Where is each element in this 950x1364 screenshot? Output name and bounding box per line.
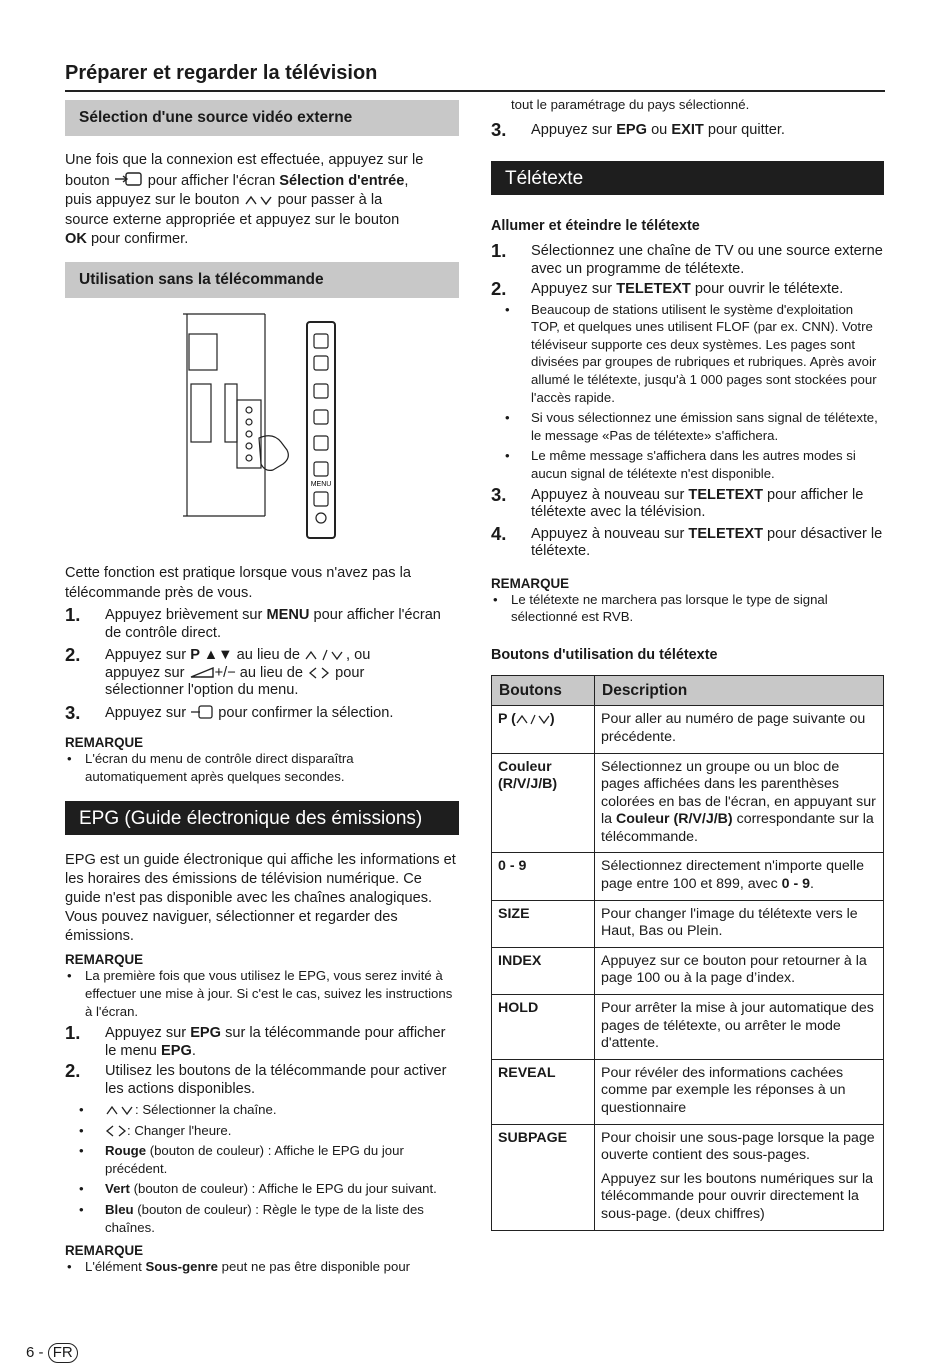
remark-text: peut ne pas être disponible pour [217, 1259, 411, 1275]
epg-action-green [65, 1180, 459, 1198]
desc-hold: Pour arrêter la mise à jour automatique des pages de télétexte, ou arrêter le mode d'attente. [595, 995, 884, 1060]
bullet-text: (bouton de couleur) : Règle le type de la liste des chaînes. [105, 1202, 424, 1235]
desc-size: Pour changer l'image du télétexte vers le Haut, Bas ou Plein. [595, 900, 884, 947]
step-text: pour confirmer la sélection. [218, 704, 394, 721]
remark-text: La première fois que vous utilisez le EPG, vous serez invité à effectuer une mise à jour. Si c'est le cas, suivez les instructions à l'écran. [85, 968, 453, 1019]
panel-menu-label: MENU [310, 480, 332, 488]
menu-key: MENU [266, 607, 310, 624]
step-text: pour afficher l'écran de contrôle direct. [105, 607, 441, 641]
volume-icon [189, 666, 215, 679]
bullet-dot: • [67, 1259, 72, 1275]
desc-index: Appuyez sur ce bouton pour retourner à la page 100 ou à la page d’index. [595, 947, 884, 994]
epg-steps [65, 1022, 459, 1098]
source-text: pour afficher l'écran [147, 172, 276, 189]
table-row [492, 995, 884, 1060]
source-line-1: Une fois que la connexion est effectuée, appuyez sur le [65, 152, 424, 168]
source-screen-name: Sélection d'entrée [279, 172, 405, 189]
desc-reveal: Pour révéler des informations cachées comme par exemple les réponses à un questionnaire [595, 1059, 884, 1124]
source-line-5 [65, 230, 459, 250]
step-text: Appuyez à nouveau sur [531, 486, 689, 503]
desc-digits [595, 853, 884, 900]
key-text: P ( [498, 711, 516, 728]
table-row [492, 900, 884, 947]
source-line-2 [65, 171, 459, 192]
bullet-dot: • [505, 410, 510, 426]
bullet-text: Si vous sélectionnez une émission sans signal de télétexte, le message «Pas de télétexte» s'affichera. [531, 410, 878, 443]
step-number: 4. [491, 522, 507, 544]
step-text: Utilisez les boutons de la télécommande pour activer les actions disponibles. [105, 1063, 447, 1097]
step-text: au lieu de [232, 647, 300, 664]
teletext-steps-2 [491, 483, 884, 561]
p-updown-key: P ▲▼ [190, 647, 233, 664]
desc-text: correspondante sur la télécommande. [601, 811, 874, 845]
desc-subpage [595, 1124, 884, 1230]
epg-remark2-title: REMARQUE [65, 1243, 144, 1259]
bullet-text: (bouton de couleur) : Affiche le EPG du jour suivant. [129, 1181, 437, 1197]
noremote-remark [65, 750, 459, 785]
bullet-dot: • [67, 751, 72, 767]
epg-key: EPG [160, 1042, 192, 1059]
table-header-row [492, 675, 884, 706]
step-text: pour [335, 664, 365, 681]
step-text: pour quitter. [703, 121, 785, 138]
title-rule [65, 90, 885, 92]
key-index: INDEX [492, 947, 595, 994]
epg-step-1 [65, 1022, 459, 1060]
bullet-text: Le même message s'affichera dans les autres modes si aucun signal de télétexte n'est disponible. [531, 448, 856, 481]
teletext-step-3 [491, 483, 884, 522]
tv-side-panel-illustration [65, 310, 459, 550]
bullet-text: (bouton de couleur) : Affiche le EPG du jour précédent. [105, 1143, 404, 1176]
step-text: pour ouvrir le télétexte. [690, 281, 844, 298]
step-text: Appuyez sur [105, 647, 191, 664]
step-text: Appuyez brièvement sur [105, 607, 267, 624]
digits-key: 0 - 9 [781, 876, 811, 893]
subgenre-term: Sous-genre [145, 1259, 218, 1275]
key-hold: HOLD [492, 995, 595, 1060]
exit-key: EXIT [671, 121, 704, 138]
noremote-remark-title: REMARQUE [65, 735, 144, 751]
epg-action-time [65, 1122, 459, 1140]
color-key: Couleur (R/V/J/B) [615, 811, 733, 828]
language-badge: FR [48, 1343, 78, 1363]
step-number: 1. [65, 604, 81, 626]
step-number: 3. [65, 701, 81, 723]
continued-text: tout le paramétrage du pays sélectionné. [511, 97, 750, 112]
teletext-key: TELETEXT [688, 486, 763, 503]
epg-action-channel [65, 1101, 459, 1119]
source-text: bouton [65, 172, 110, 189]
source-line-4: source externe appropriée et appuyez sur le bouton [65, 211, 400, 228]
key-p [492, 706, 595, 753]
step-text: appuyez sur [105, 664, 185, 681]
bullet-dot: • [79, 1181, 84, 1197]
step-text: ou [647, 121, 672, 138]
noremote-steps [65, 604, 459, 723]
bullet-text: Beaucoup de stations utilisent le système d'exploitation TOP, et quelques unes utilisent FLOF (par ex. CNN). Votre téléviseur supporte ces deux systèmes. Les pages sont divisées par groupes de rubriques et rubriques. Après avoir allumé le télétexte, jusqu'à 1 000 pages sont stockées pour l'accès rapide. [531, 301, 877, 405]
epg-remark [65, 967, 459, 1020]
step-number: 3. [491, 483, 507, 505]
noremote-step-3 [65, 701, 459, 723]
epg-remark-title: REMARQUE [65, 952, 144, 968]
input-source-icon [190, 705, 214, 719]
teletext-steps [491, 240, 884, 300]
step-text: Appuyez sur [105, 704, 187, 721]
source-text: puis appuyez sur le bouton [65, 192, 240, 209]
source-text: , [404, 172, 409, 189]
noremote-intro: Cette fonction est pratique lorsque vous n'avez pas la télécommande près de vous. [65, 564, 411, 601]
teletext-step-2 [491, 278, 884, 300]
header-buttons: Boutons [492, 675, 595, 706]
teletext-remark-title: REMARQUE [491, 575, 570, 591]
epg-heading: EPG (Guide électronique des émissions) [65, 801, 459, 835]
bullet-dot: • [493, 591, 498, 607]
table-row [492, 1059, 884, 1124]
epg-exit-steps [491, 118, 884, 140]
table-row [492, 753, 884, 853]
up-slash-down-icon [304, 649, 346, 661]
step-number: 2. [65, 1060, 81, 1082]
page-number: 6 - [26, 1344, 44, 1361]
table-row [492, 706, 884, 753]
bullet-text: : Sélectionner la chaîne. [135, 1102, 277, 1118]
step-text: Appuyez sur [531, 121, 617, 138]
desc-text: Sélectionnez un groupe ou un bloc de pages affichées dans les parenthèses colorées en bas de l'écran, en appuyant sur la [601, 758, 876, 828]
bullet-dot: • [505, 301, 510, 317]
up-down-arrows-icon [244, 194, 274, 206]
key-reveal: REVEAL [492, 1059, 595, 1124]
step-text: sélectionner l'option du menu. [105, 682, 299, 699]
epg-key: EPG [616, 121, 648, 138]
ok-key: OK [65, 231, 87, 248]
bullet-dot: • [79, 1143, 84, 1159]
bullet-text: : Changer l'heure. [127, 1122, 232, 1138]
table-row [492, 853, 884, 900]
desc-text: Appuyez sur les boutons numériques sur la télécommande pour ouvrir directement la sous-page. (deux chiffres) [601, 1170, 874, 1222]
teletext-key: TELETEXT [688, 525, 763, 542]
remark-text: Le télétexte ne marchera pas lorsque le type de signal sélectionné est RVB. [511, 591, 828, 625]
source-heading: Sélection d'une source vidéo externe [65, 100, 459, 136]
left-right-arrows-icon [307, 667, 331, 679]
table-row [492, 1124, 884, 1230]
blue-key: Bleu [105, 1202, 134, 1218]
noremote-step-2 [65, 644, 459, 700]
desc-text: Pour choisir une sous-page lorsque la page ouverte contient des sous-pages. [601, 1129, 875, 1164]
step-number: 2. [65, 644, 81, 666]
teletext-buttons-table [491, 675, 884, 1231]
red-key: Rouge [105, 1143, 147, 1159]
source-paragraph [65, 151, 459, 250]
teletext-note-2 [491, 409, 884, 444]
epg-action-red [65, 1142, 459, 1177]
source-text: pour confirmer. [86, 231, 189, 248]
step-text: sur la télécommande pour afficher le menu [105, 1025, 446, 1059]
key-subpage: SUBPAGE [492, 1124, 595, 1230]
teletext-step-1 [491, 240, 884, 278]
step-number: 1. [491, 240, 507, 262]
epg-key: EPG [190, 1025, 222, 1042]
bullet-dot: • [79, 1102, 84, 1118]
bullet-dot: • [79, 1202, 84, 1218]
step-text: . [191, 1042, 196, 1059]
epg-intro: EPG est un guide électronique qui affiche les informations et les horaires des émissions de télévision numérique. Ce guide n'est pas disponible avec les chaînes analogiques. Vous pouvez naviguer, sélectionner et regarder des émissions. [65, 852, 456, 944]
step-text: Appuyez sur [105, 1025, 191, 1042]
left-right-arrows-icon [105, 1125, 127, 1137]
up-slash-down-icon [516, 714, 550, 725]
step-text: +/− au lieu de [214, 664, 304, 681]
desc-p: Pour aller au numéro de page suivante ou précédente. [595, 706, 884, 753]
epg-actions [65, 1101, 459, 1236]
step-text: Sélectionnez une chaîne de TV ou une source externe avec un programme de télétexte. [531, 243, 883, 277]
teletext-onoff-heading: Allumer et éteindre le télétexte [491, 218, 700, 235]
key-text: ) [549, 711, 555, 728]
step-number: 1. [65, 1022, 81, 1044]
step-text: Appuyez sur [531, 281, 617, 298]
teletext-step-4 [491, 522, 884, 561]
input-source-icon [114, 171, 144, 187]
step-text: , ou [346, 647, 371, 664]
step-number: 2. [491, 278, 507, 300]
teletext-note-1 [491, 301, 884, 407]
teletext-buttons-heading: Boutons d'utilisation du télétexte [491, 646, 718, 663]
source-line-3 [65, 191, 459, 211]
teletext-heading: Télétexte [491, 161, 884, 195]
bullet-dot: • [505, 448, 510, 464]
header-description: Description [595, 675, 884, 706]
step-text: pour désactiver le télétexte. [531, 525, 883, 560]
noremote-step-1 [65, 604, 459, 642]
remark-text: L'écran du menu de contrôle direct disparaîtra automatiquement après quelques secondes. [85, 751, 354, 784]
bullet-dot: • [67, 968, 72, 984]
teletext-remark [491, 591, 884, 626]
noremote-heading: Utilisation sans la télécommande [65, 262, 459, 298]
epg-step-2 [65, 1060, 459, 1098]
teletext-notes [491, 301, 884, 483]
step-number: 3. [491, 118, 507, 140]
epg-remark2 [65, 1258, 459, 1276]
page-footer [26, 1343, 78, 1363]
key-size: SIZE [492, 900, 595, 947]
teletext-note-3 [491, 447, 884, 482]
up-down-arrows-icon [105, 1105, 135, 1116]
remark-text: L'élément [85, 1259, 146, 1275]
table-row [492, 947, 884, 994]
teletext-key: TELETEXT [616, 281, 691, 298]
key-color: Couleur (R/V/J/B) [492, 753, 595, 853]
epg-step-3 [491, 118, 884, 140]
step-text: Appuyez à nouveau sur [531, 525, 689, 542]
page-title: Préparer et regarder la télévision [65, 62, 378, 84]
step-text: pour afficher le télétexte avec la télévision. [531, 486, 864, 521]
desc-color [595, 753, 884, 853]
epg-action-blue [65, 1201, 459, 1236]
green-key: Vert [105, 1181, 130, 1197]
right-column [491, 96, 884, 1231]
source-text: pour passer à la [277, 192, 383, 209]
key-digits: 0 - 9 [492, 853, 595, 900]
desc-text: . [810, 876, 814, 893]
bullet-dot: • [79, 1122, 84, 1138]
desc-text: Sélectionnez directement n'importe quelle page entre 100 et 899, avec [601, 858, 864, 893]
left-column [65, 100, 459, 1276]
